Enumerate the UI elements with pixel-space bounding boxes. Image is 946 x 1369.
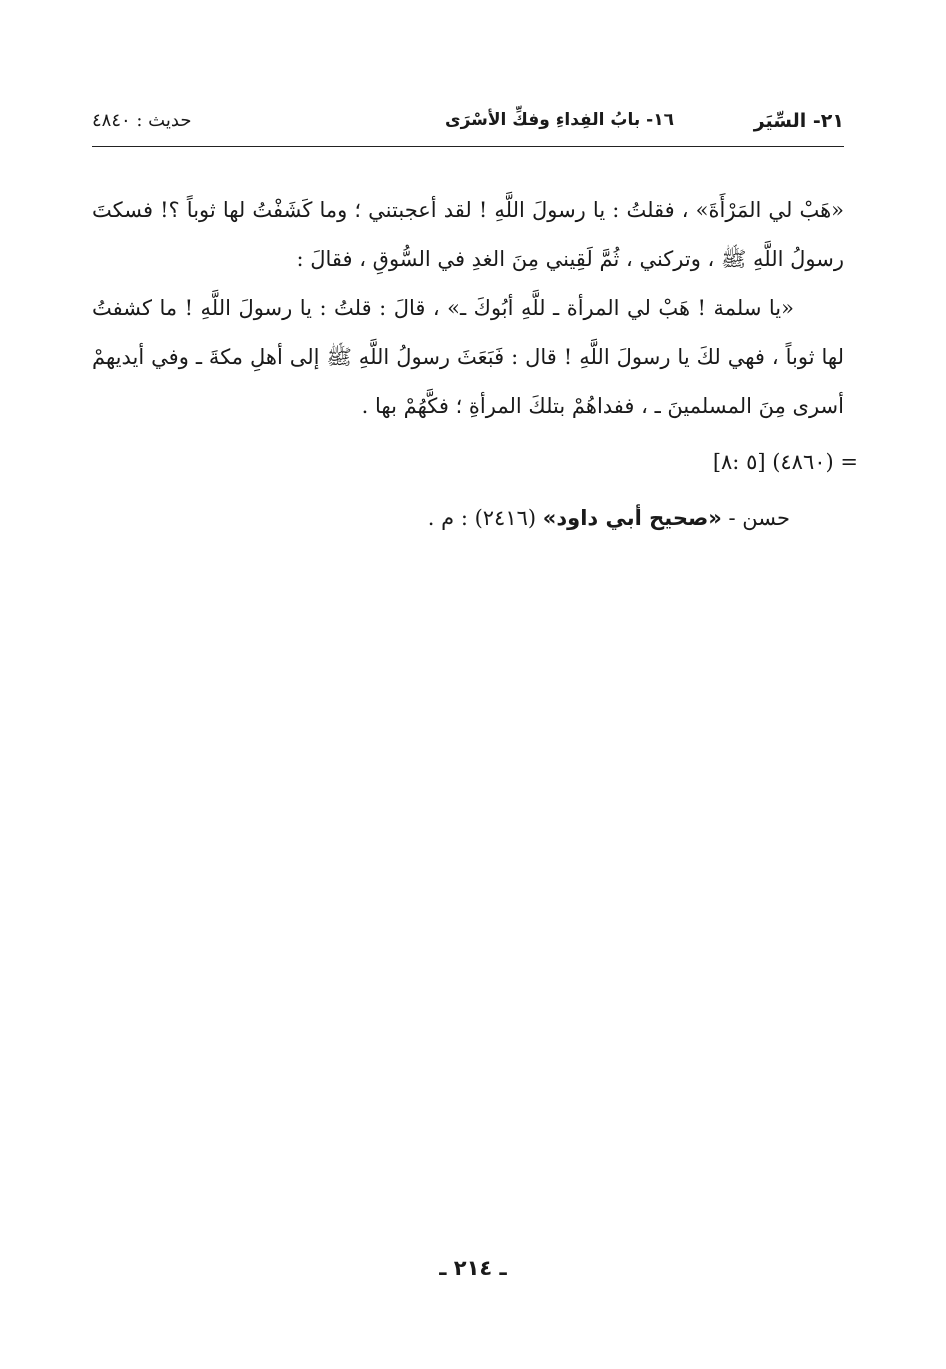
hadith-paragraph-2: «يا سلمة ! هَبْ لي المرأة ـ للَّهِ أبُوكَ ـ» ، قالَ : قلتُ : يا رسولَ اللَّهِ ! ما كشفتُ لها ثوباً ، فهي لكَ يا رسولَ اللَّهِ ! قال : فَبَعَثَ رسولُ اللَّهِ ﷺ إلى أهلِ مكةَ ـ وفي أيديهمْ أسرى مِنَ المسلمينَ ـ ، ففداهُمْ بتلكَ المرأةِ ؛ فكَّهُمْ بها . xyxy=(92,296,844,418)
header-divider xyxy=(92,146,844,147)
cross-reference-line: = (٤٨٦٠) [٥ :٨] xyxy=(712,450,858,474)
header-hadith-number: حديث : ٤٨٤٠ xyxy=(92,110,192,131)
hadith-paragraph-1: «هَبْ لي المَرْأَةَ» ، فقلتُ : يا رسولَ اللَّهِ ! لقد أعجبتني ؛ وما كَشَفْتُ لها ثوباً ؟! فسكتَ رسولُ اللَّهِ ﷺ ، وتركني ، ثُمَّ لَقِيني مِنَ الغدِ في السُّوقِ ، فقالَ : xyxy=(92,198,844,271)
grading-grade: حسن - xyxy=(728,506,790,530)
header-section-title: ١٦- بابُ الفِداءِ وفكِّ الأسْرَى xyxy=(444,110,674,130)
grading-reference: (٢٤١٦) : م . xyxy=(427,506,537,530)
grading-note xyxy=(428,506,790,530)
header-chapter-title: ٢١- السِّيَر xyxy=(753,110,844,132)
running-header xyxy=(92,108,844,142)
page-number: ـ ٢١٤ ـ xyxy=(439,1256,507,1280)
grading-source-book: «صحيح أبي داود» xyxy=(542,506,722,530)
hadith-text-body xyxy=(92,186,844,431)
